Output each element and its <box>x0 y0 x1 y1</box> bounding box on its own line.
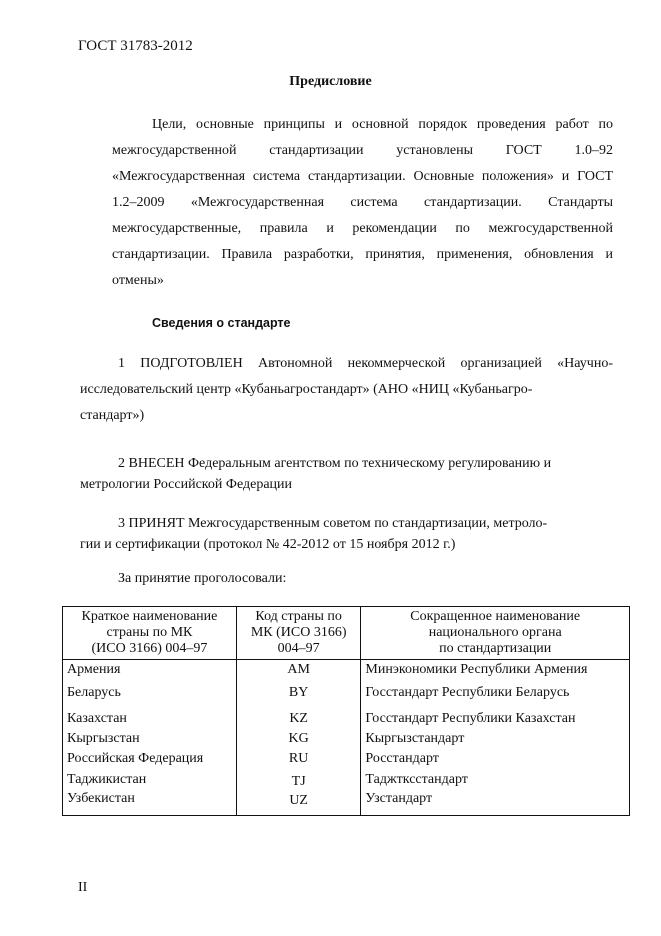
info-item-1 <box>80 351 613 429</box>
header-line: Код страны по <box>255 609 342 624</box>
cell-body: Госстандарт Республики Казахстан <box>361 703 630 729</box>
cell-body: Узстандарт <box>361 790 630 816</box>
header-line: 004–97 <box>277 641 320 656</box>
column-header-country <box>63 607 237 660</box>
cell-country: Армения <box>63 660 237 681</box>
info-item-2 <box>80 453 613 495</box>
table-row <box>63 769 630 790</box>
cell-code: BY <box>236 680 361 703</box>
header-line: МК (ИСО 3166) <box>250 625 347 640</box>
voting-table <box>62 606 630 816</box>
cell-body: Госстандарт Республики Беларусь <box>361 680 630 703</box>
info-item-2-text-end: метрологии Российской Федерации <box>80 477 293 492</box>
document-header: ГОСТ 31783-2012 <box>78 38 193 54</box>
standard-info-heading: Сведения о стандарте <box>152 316 291 330</box>
cell-country: Беларусь <box>63 680 237 703</box>
cell-country: Кыргызстан <box>63 729 237 749</box>
cell-code: RU <box>236 749 361 769</box>
header-line: Сокращенное наименование <box>410 609 581 624</box>
header-line: Краткое наименование <box>81 609 218 624</box>
header-line: по стандартизации <box>439 641 552 656</box>
cell-body: Таджтксстандарт <box>361 769 630 790</box>
header-line: страны по МК <box>106 625 193 640</box>
cell-country: Российская Федерация <box>63 749 237 769</box>
cell-body: Минэкономики Республики Армения <box>361 660 630 681</box>
table-row <box>63 790 630 816</box>
table-row <box>63 749 630 769</box>
preface-text: Цели, основные принципы и основной порядок проведения работ по межгосударственной стандартизации установлены ГОСТ 1.0–92 «Межгосударственная система стандартизации. Основные положения» и ГОСТ 1.2–2009 «Межгосударственная система стандартизации. Стандарты межгосударственные, правила и рекомендации по межгосударственной стандартизации. Правила разработки, принятия, применения, обновления и отмены» <box>112 117 613 288</box>
cell-body: Росстандарт <box>361 749 630 769</box>
info-item-3-text-end: гии и сертификации (протокол № 42-2012 от 15 ноября 2012 г.) <box>80 537 456 552</box>
table-row <box>63 729 630 749</box>
header-line: (ИСО 3166) 004–97 <box>91 641 208 656</box>
page-number: II <box>78 880 88 895</box>
vote-label: За принятие проголосовали: <box>118 571 287 586</box>
cell-country: Казахстан <box>63 703 237 729</box>
table-row <box>63 680 630 703</box>
info-item-3-text: 3 ПРИНЯТ Межгосударственным советом по стандартизации, метроло- <box>118 516 548 531</box>
cell-body: Кыргызстандарт <box>361 729 630 749</box>
cell-code: TJ <box>236 769 361 790</box>
cell-code: AM <box>236 660 361 681</box>
cell-country: Узбекистан <box>63 790 237 816</box>
info-item-1-text-end: стандарт») <box>80 408 145 423</box>
column-header-code <box>236 607 361 660</box>
table-row <box>63 660 630 681</box>
preface-title: Предисловие <box>289 74 372 89</box>
header-line: национального органа <box>428 625 562 640</box>
cell-code: KZ <box>236 703 361 729</box>
info-item-3 <box>80 513 613 555</box>
table-header-row <box>63 607 630 660</box>
cell-country: Таджикистан <box>63 769 237 790</box>
table-row <box>63 703 630 729</box>
info-item-2-text: 2 ВНЕСЕН Федеральным агентством по техническому регулированию и <box>118 456 552 471</box>
cell-code: KG <box>236 729 361 749</box>
info-item-1-text: 1 ПОДГОТОВЛЕН Автономной некоммерческой организацией «Научно-исследовательский центр «Кубаньагростандарт» (АНО «НИЦ «Кубаньагро- <box>80 356 613 397</box>
cell-code: UZ <box>236 790 361 816</box>
column-header-body <box>361 607 630 660</box>
